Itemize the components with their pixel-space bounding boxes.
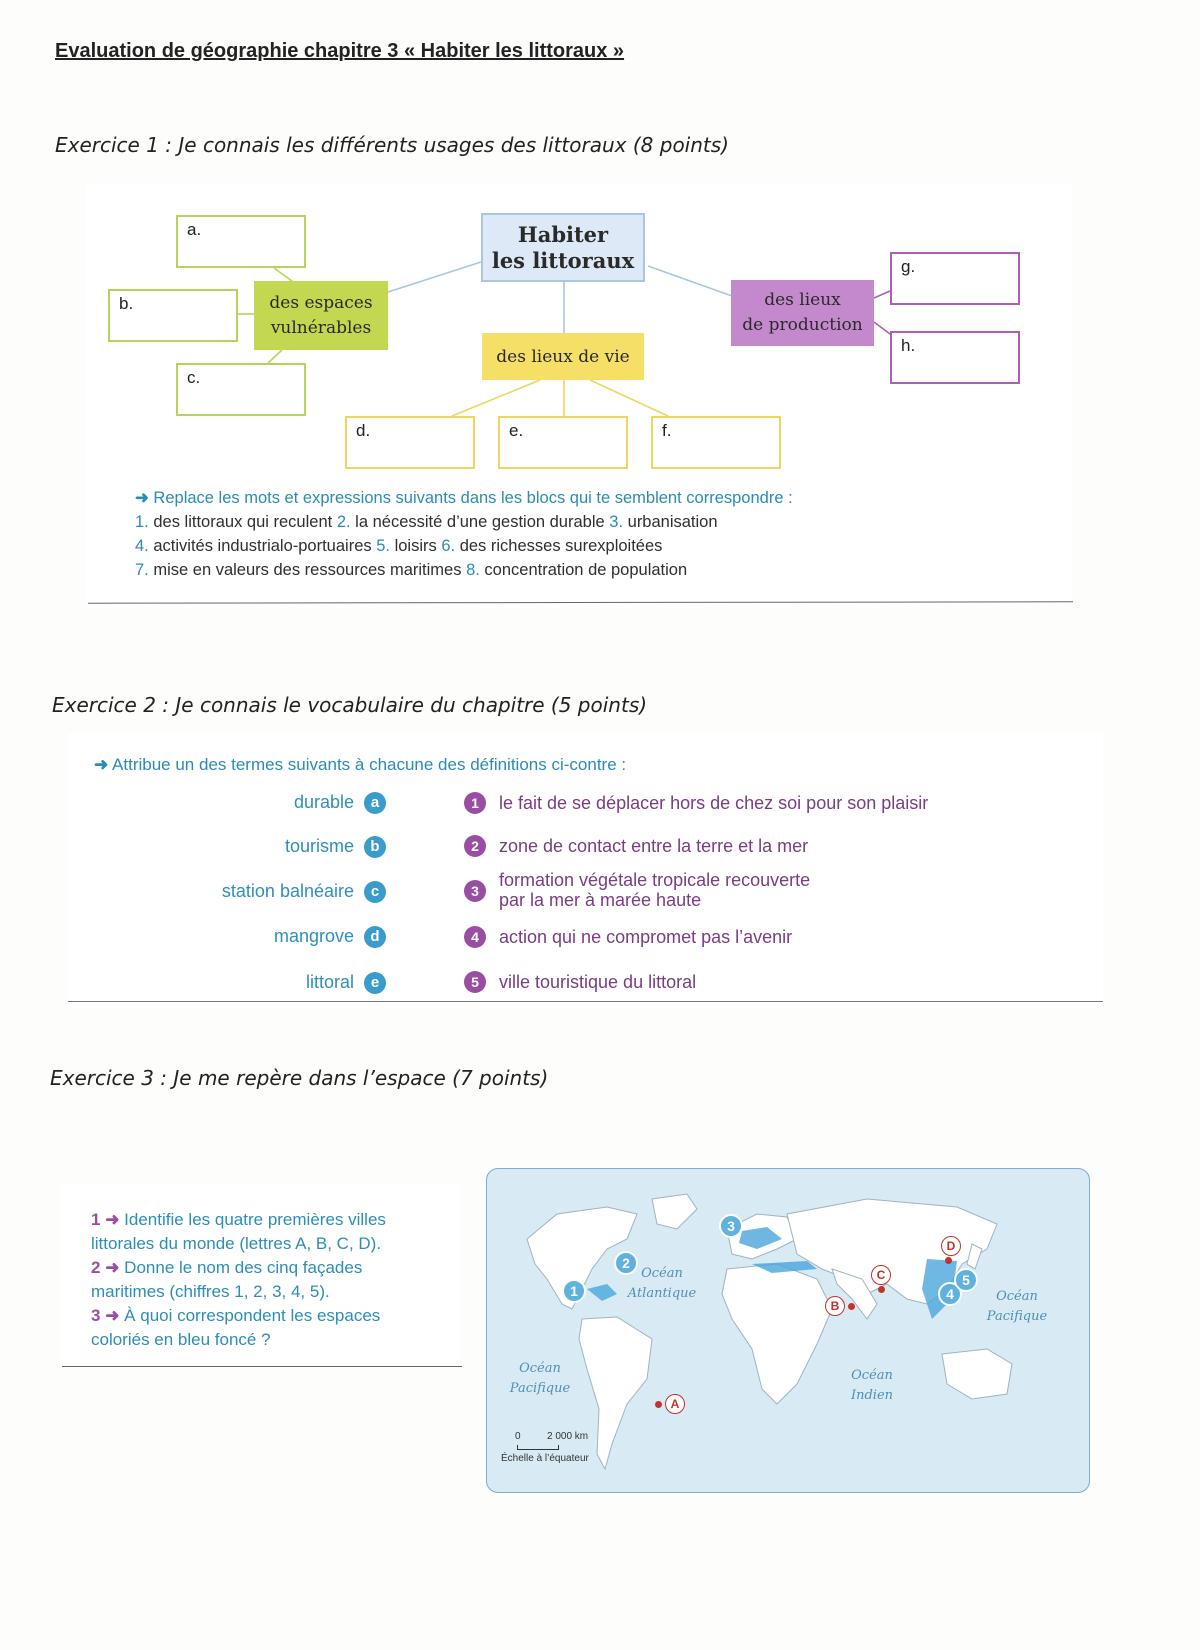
- number-badge: 5: [464, 971, 486, 993]
- africa: [722, 1264, 832, 1404]
- node-vulnerable-spaces: des espaces vulnérables: [254, 281, 388, 350]
- answer-box-h[interactable]: h.: [890, 331, 1020, 384]
- node-production-places: des lieux de production: [731, 280, 874, 346]
- letter-badge: a: [364, 792, 386, 814]
- city-dot-d: [945, 1257, 952, 1264]
- center-node: Habiter les littoraux: [481, 213, 645, 282]
- exercise2-instruction: ➜ Attribue un des termes suivants à chacune des définitions ci-contre :: [94, 755, 627, 774]
- facade-marker-3: 3: [719, 1214, 743, 1238]
- city-marker-c: C: [871, 1265, 891, 1285]
- facade-marker-5: 5: [954, 1268, 978, 1292]
- number-badge: 4: [464, 926, 486, 948]
- definition-item: 5 ville touristique du littoral: [464, 971, 486, 993]
- number-badge: 3: [464, 880, 486, 902]
- answer-box-a[interactable]: a.: [176, 215, 306, 268]
- answer-box-e[interactable]: e.: [498, 416, 628, 469]
- number-badge: 1: [464, 792, 486, 814]
- letter-badge: c: [364, 881, 386, 903]
- facade-marker-2: 2: [614, 1251, 638, 1275]
- city-marker-b: B: [825, 1296, 845, 1316]
- city-dot-a: [655, 1401, 662, 1408]
- scale-zero: 0: [515, 1431, 521, 1442]
- answer-box-b[interactable]: b.: [108, 289, 238, 342]
- continents-outline: [487, 1169, 1089, 1492]
- exercise3-questions: 1 ➜ Identifie les quatre premières villes littorales du monde (lettres A, B, C, D). 2 ➜ Donne le nom des cinq façades maritimes (chiffres 1, 2, 3, 4, 5). 3 ➜ À quoi correspondent les espaces coloriés en bleu foncé ?: [91, 1208, 451, 1352]
- question-3: 3 ➜ À quoi correspondent les espaces: [91, 1306, 381, 1325]
- answer-box-d[interactable]: d.: [345, 416, 475, 469]
- definition-item: 3 formation végétale tropicale recouverte par la mer à marée haute: [464, 880, 486, 902]
- term-item: mangrove d: [274, 926, 386, 948]
- answer-box-c[interactable]: c.: [176, 363, 306, 416]
- exercise2-heading: Exercice 2 : Je connais le vocabulaire du chapitre (5 points): [52, 693, 648, 717]
- node-living-places: des lieux de vie: [482, 333, 644, 380]
- terms-column: [150, 792, 386, 1012]
- ocean-pacific-left: Océan Pacifique: [509, 1361, 571, 1396]
- facade-marker-1: 1: [562, 1279, 586, 1303]
- city-marker-d: D: [941, 1236, 961, 1256]
- arrow-icon: ➜: [135, 489, 149, 507]
- connector-c: [268, 350, 282, 363]
- connector-d: [452, 380, 540, 416]
- definition-item: 2 zone de contact entre la terre et la mer: [464, 835, 486, 857]
- term-item: littoral e: [306, 972, 386, 994]
- ocean-indian: Océan Indien: [850, 1368, 894, 1403]
- city-marker-a: A: [665, 1394, 685, 1414]
- question-2: 2 ➜ Donne le nom des cinq façades: [91, 1258, 363, 1277]
- term-item: durable a: [294, 792, 386, 814]
- exercise1-instructions: [135, 486, 1055, 582]
- answer-box-f[interactable]: f.: [651, 416, 781, 469]
- exercise1-items-line-3: 7. mise en valeurs des ressources maritimes 8. concentration de population: [135, 561, 688, 579]
- letter-badge: d: [364, 926, 386, 948]
- exercise1-heading: Exercice 1 : Je connais les différents usages des littoraux (8 points): [55, 133, 729, 157]
- number-badge: 2: [464, 835, 486, 857]
- connector-f: [590, 380, 668, 416]
- connector-g: [874, 291, 890, 298]
- south-america: [579, 1317, 652, 1469]
- divider: [62, 1366, 462, 1367]
- connector-center-vulnerable: [388, 262, 481, 292]
- scale-bar: [517, 1445, 559, 1450]
- connector-center-production: [648, 266, 732, 296]
- exercise3-heading: Exercice 3 : Je me repère dans l’espace (7 points): [50, 1066, 549, 1090]
- letter-badge: e: [364, 972, 386, 994]
- letter-badge: b: [364, 836, 386, 858]
- arrow-icon: ➜: [94, 755, 109, 774]
- answer-box-g[interactable]: g.: [890, 252, 1020, 305]
- term-item: station balnéaire c: [222, 881, 386, 903]
- definition-item: 1 le fait de se déplacer hors de chez soi pour son plaisir: [464, 792, 486, 814]
- connector-h: [874, 322, 890, 334]
- question-1: 1 ➜ Identifie les quatre premières villes: [91, 1210, 386, 1229]
- exercise1-items-line-2: 4. activités industrialo-portuaires 5. loisirs 6. des richesses surexploitées: [135, 537, 663, 555]
- greenland: [652, 1194, 697, 1229]
- scale-caption: Échelle à l’équateur: [501, 1453, 589, 1464]
- ocean-atlantic: Océan Atlantique: [627, 1266, 697, 1301]
- exercise1-items-line-1: 1. des littoraux qui reculent 2. la nécessité d’une gestion durable 3. urbanisation: [135, 513, 718, 531]
- ocean-pacific-right: Océan Pacifique: [986, 1289, 1048, 1324]
- exercise1-instruction: ➜ Replace les mots et expressions suivants dans les blocs qui te semblent correspondre :: [135, 489, 793, 507]
- city-dot-b: [848, 1303, 855, 1310]
- australia: [942, 1349, 1012, 1399]
- scale-distance: 2 000 km: [547, 1431, 589, 1442]
- world-map: [486, 1168, 1090, 1493]
- city-dot-c: [878, 1286, 885, 1293]
- facade-caribbean: [587, 1284, 617, 1301]
- term-item: tourisme b: [285, 836, 386, 858]
- facade-marker-4: 4: [938, 1282, 962, 1306]
- definition-item: 4 action qui ne compromet pas l’avenir: [464, 926, 486, 948]
- page-title: Evaluation de géographie chapitre 3 « Habiter les littoraux »: [55, 40, 625, 62]
